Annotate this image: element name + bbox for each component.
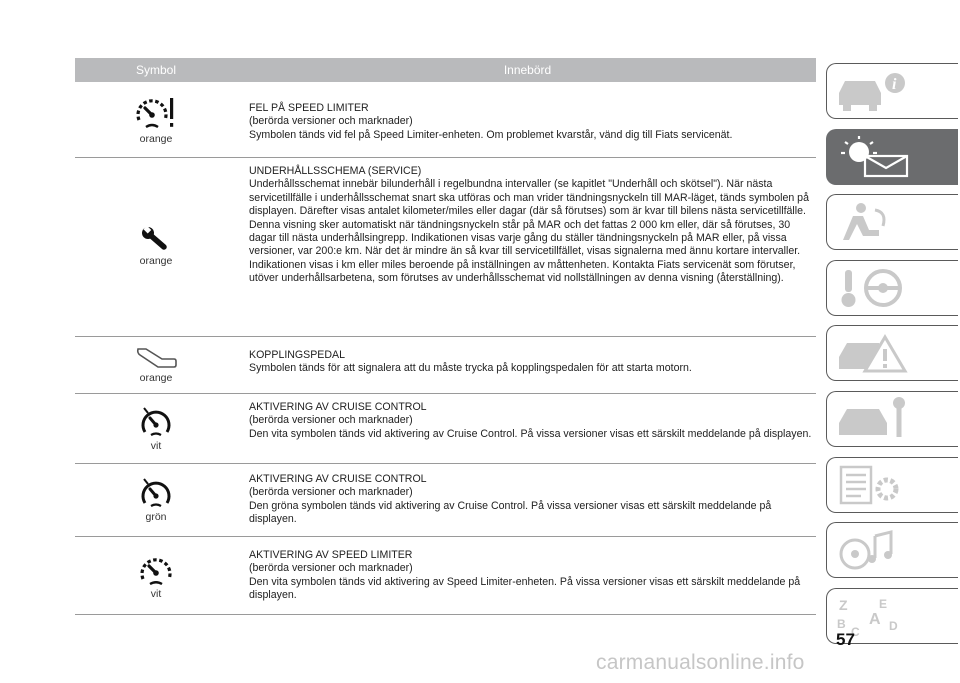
- meaning-title: AKTIVERING AV CRUISE CONTROL: [249, 473, 427, 485]
- header-symbol: Symbol: [135, 63, 176, 77]
- warning-lights-table: [75, 58, 816, 615]
- multimedia-icon: [835, 528, 911, 572]
- table-row: [75, 158, 816, 337]
- symbol-cell: [75, 394, 237, 463]
- symbol-cell: [75, 537, 237, 614]
- page-number: 57: [836, 630, 855, 649]
- meaning-title: UNDERHÅLLSSCHEMA (SERVICE): [249, 165, 422, 177]
- symbol-color: vit: [150, 587, 162, 600]
- table-row: [75, 537, 816, 615]
- meaning-cell: [237, 537, 816, 614]
- car-wrench-icon: [835, 397, 911, 441]
- tab-maintenance[interactable]: [826, 391, 958, 447]
- symbol-cell: [75, 464, 237, 536]
- cruise-control-icon: [139, 477, 173, 509]
- chapter-tabs: [826, 63, 958, 653]
- meaning-note: (berörda versioner och marknader): [249, 486, 413, 499]
- warning-light-message-icon: [835, 134, 915, 180]
- meaning-text: Symbolen tänds för att signalera att du måste trycka på kopplingspedalen för att starta motorn.: [249, 362, 692, 375]
- key-steering-wheel-icon: [835, 266, 911, 310]
- tab-technical-data[interactable]: [826, 457, 958, 513]
- svg-text:E: E: [879, 596, 888, 611]
- table-row: [75, 464, 816, 537]
- meaning-title: AKTIVERING AV CRUISE CONTROL: [249, 401, 427, 413]
- meaning-text: Denna visning sker automatiskt när tändningsnyckeln står på MAR och det fattas 2 000 km eller, där så förutses, 30 dagar till nästa underhållsingrepp. Indikationen visas varje gång du ställer tändningsnyckeln på MAR eller, på vissa versioner, var 200:e km. När det är mindre än så kvar till servicetillfället, visas signalerna med ännu kortare intervaller. Indikationen visas i km eller miles beroende på inställningen av måttenheten. Kontakta Fiats servicenät som förutser, utöver underhållsarbetena, som förutses av underhållsschemat vid nollställningen av denna visning (återställning).: [249, 218, 801, 285]
- watermark: carmanualsonline.info: [596, 651, 805, 674]
- tab-multimedia[interactable]: [826, 522, 958, 578]
- meaning-cell: [237, 337, 816, 393]
- meaning-title: FEL PÅ SPEED LIMITER: [249, 102, 369, 114]
- car-warning-icon: [835, 331, 911, 375]
- data-gear-icon: [835, 463, 911, 507]
- symbol-cell: [75, 82, 237, 157]
- meaning-text: Den gröna symbolen tänds vid aktivering av Cruise Control. På vissa versioner visas ett särskilt meddelande på displayen.: [249, 499, 772, 526]
- table-row: [75, 394, 816, 464]
- symbol-cell: [75, 158, 237, 336]
- meaning-title: KOPPLINGSPEDAL: [249, 349, 345, 361]
- table-header: [75, 58, 816, 82]
- meaning-note: (berörda versioner och marknader): [249, 562, 413, 575]
- cruise-control-icon: [139, 406, 173, 438]
- wrench-icon: [141, 227, 171, 253]
- symbol-color: orange: [139, 372, 173, 384]
- svg-text:i: i: [892, 76, 897, 93]
- meaning-cell: [237, 464, 816, 536]
- meaning-cell: [237, 394, 816, 463]
- table-row: [75, 337, 816, 394]
- meaning-cell: [237, 82, 816, 157]
- car-info-icon: [835, 69, 911, 113]
- meaning-note: (berörda versioner och marknader): [249, 414, 413, 427]
- symbol-color: vit: [150, 439, 162, 452]
- tab-car-info[interactable]: [826, 63, 958, 119]
- svg-text:Z: Z: [839, 596, 848, 613]
- symbol-color: orange: [139, 255, 173, 267]
- meaning-text: Underhållsschemat innebär bilunderhåll i regelbundna intervaller (se kapitlet "Underhåll och skötsel"). När nästa servicetillfälle i underhållsschemat snart ska utföras och man vrider tändningsnyckeln till MAR-läget, tänds symbolen på displayen. Därefter visas antalet kilometer/miles eller dagar (där så förutses) som är kvar till bilens nästa servicetillfälle.: [249, 178, 809, 218]
- meaning-note: (berörda versioner och marknader): [249, 115, 413, 128]
- svg-text:A: A: [869, 610, 881, 628]
- meaning-title: AKTIVERING AV SPEED LIMITER: [249, 549, 413, 561]
- tab-warning-lights[interactable]: [826, 129, 958, 185]
- header-meaning: Innebörd: [503, 63, 552, 77]
- clutch-pedal-icon: [134, 346, 178, 370]
- svg-text:D: D: [889, 618, 898, 633]
- symbol-color: orange: [139, 132, 173, 145]
- meaning-text: Den vita symbolen tänds vid aktivering av Speed Limiter-enheten. På vissa versioner visas ett särskilt meddelande på displayen.: [249, 575, 801, 602]
- seat-airbag-icon: [835, 200, 911, 244]
- speed-limiter-fault-icon: [134, 95, 178, 131]
- tab-safety[interactable]: [826, 194, 958, 250]
- meaning-text: Den vita symbolen tänds vid aktivering av Cruise Control. På vissa versioner visas ett särskilt meddelande på displayen.: [249, 427, 812, 440]
- table-row: [75, 82, 816, 158]
- tab-starting-driving[interactable]: [826, 260, 958, 316]
- svg-text:C: C: [851, 624, 860, 638]
- svg-text:B: B: [837, 616, 846, 631]
- symbol-color: grön: [145, 511, 167, 523]
- symbol-cell: [75, 337, 237, 393]
- meaning-text: Symbolen tänds vid fel på Speed Limiter-enheten. Om problemet kvarstår, vänd dig till Fiats servicenät.: [249, 128, 733, 141]
- speed-limiter-icon: [138, 552, 174, 586]
- tab-emergency[interactable]: [826, 325, 958, 381]
- meaning-cell: [237, 158, 816, 336]
